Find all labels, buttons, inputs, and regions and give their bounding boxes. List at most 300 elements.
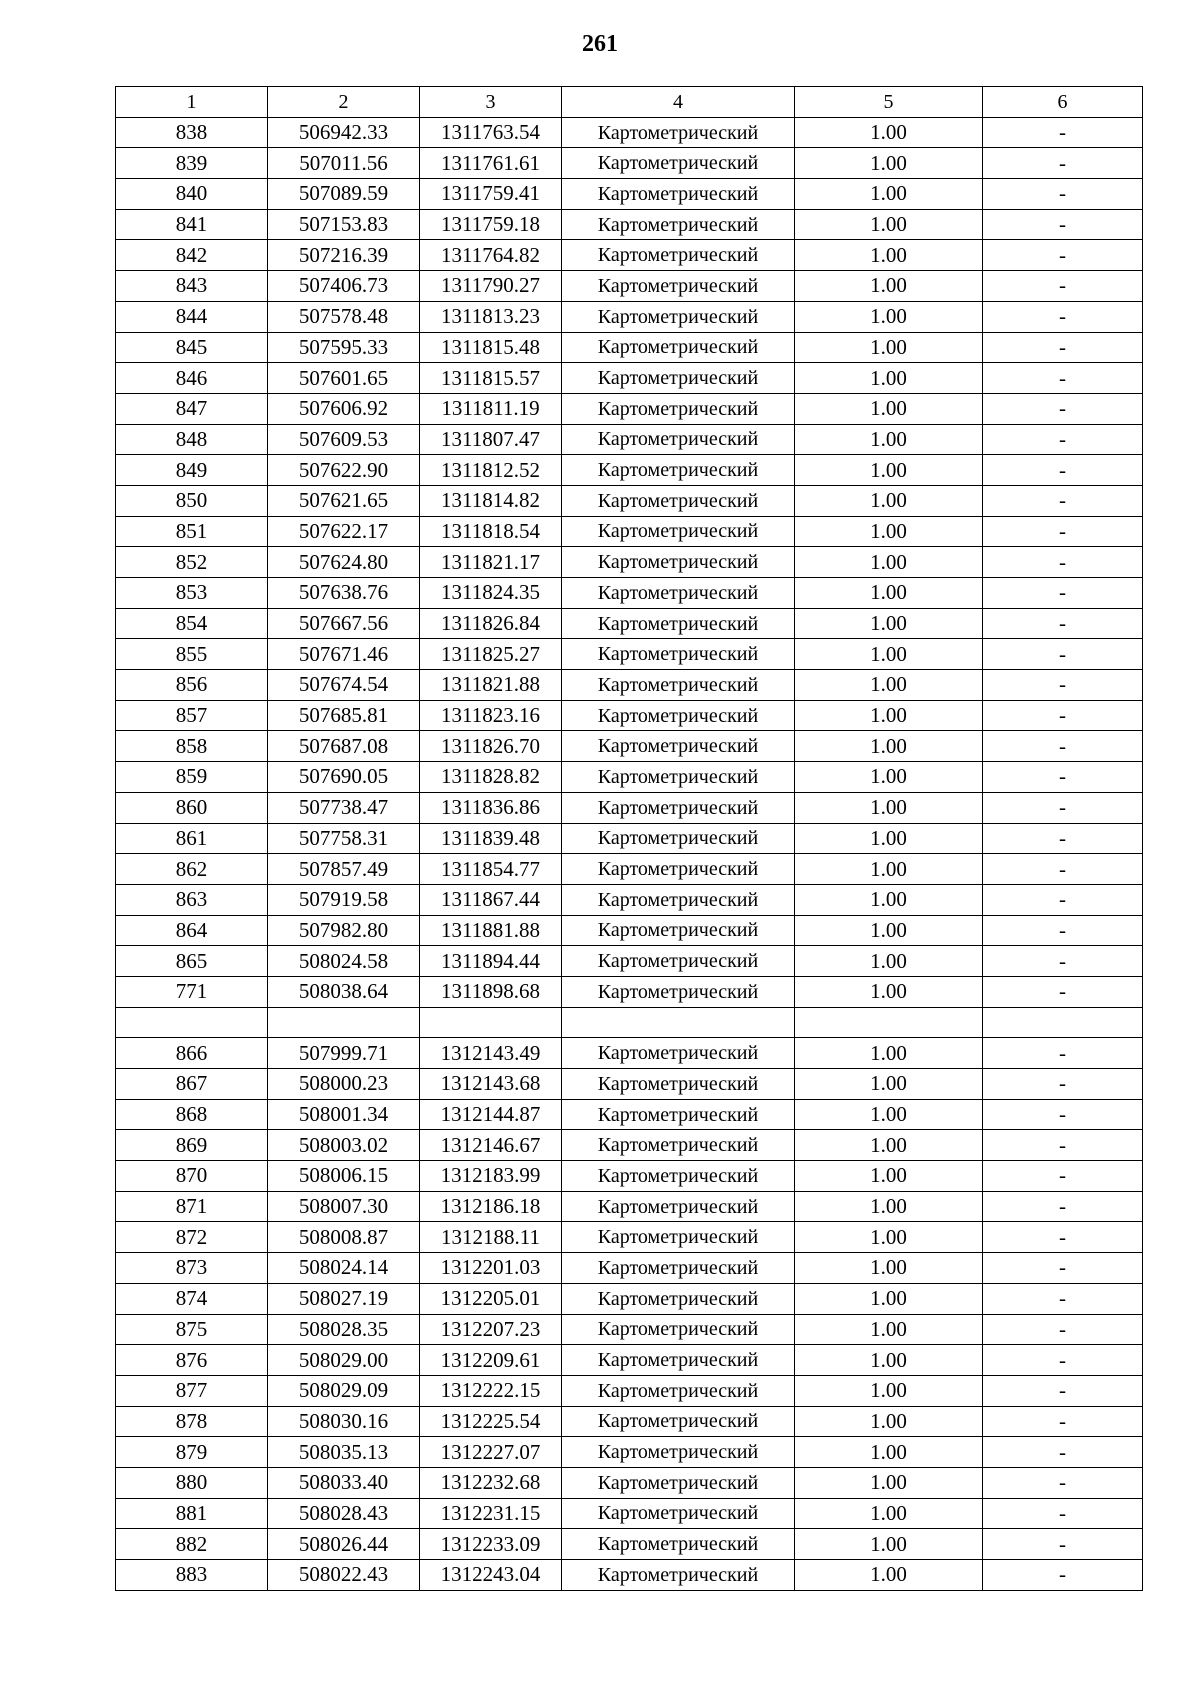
note-cell: - <box>983 1069 1143 1100</box>
table-row <box>116 608 1143 639</box>
note-cell: - <box>983 639 1143 670</box>
accuracy-cell: 1.00 <box>795 1038 983 1069</box>
column-header: 6 <box>983 87 1143 118</box>
accuracy-cell: 1.00 <box>795 1161 983 1192</box>
y-coordinate-cell: 1311898.68 <box>420 976 562 1007</box>
table-header-row <box>116 87 1143 118</box>
accuracy-cell: 1.00 <box>795 1529 983 1560</box>
y-coordinate-cell: 1311867.44 <box>420 884 562 915</box>
point-number-cell: 879 <box>116 1437 268 1468</box>
y-coordinate-cell: 1311828.82 <box>420 762 562 793</box>
x-coordinate-cell: 506942.33 <box>268 117 420 148</box>
x-coordinate-cell: 508024.14 <box>268 1253 420 1284</box>
table-row <box>116 1498 1143 1529</box>
method-cell: Картометрический <box>562 1345 795 1376</box>
x-coordinate-cell: 508007.30 <box>268 1191 420 1222</box>
note-cell: - <box>983 332 1143 363</box>
accuracy-cell: 1.00 <box>795 976 983 1007</box>
table-row <box>116 393 1143 424</box>
accuracy-cell: 1.00 <box>795 1253 983 1284</box>
method-cell: Картометрический <box>562 301 795 332</box>
accuracy-cell: 1.00 <box>795 393 983 424</box>
x-coordinate-cell: 507690.05 <box>268 762 420 793</box>
method-cell: Картометрический <box>562 1222 795 1253</box>
x-coordinate-cell: 507622.90 <box>268 455 420 486</box>
accuracy-cell: 1.00 <box>795 179 983 210</box>
accuracy-cell: 1.00 <box>795 1099 983 1130</box>
point-number-cell: 861 <box>116 823 268 854</box>
point-number-cell: 860 <box>116 792 268 823</box>
note-cell: - <box>983 393 1143 424</box>
y-coordinate-cell: 1311881.88 <box>420 915 562 946</box>
point-number-cell: 841 <box>116 209 268 240</box>
table-row <box>116 1069 1143 1100</box>
note-cell: - <box>983 762 1143 793</box>
table-row <box>116 884 1143 915</box>
note-cell: - <box>983 363 1143 394</box>
point-number-cell: 846 <box>116 363 268 394</box>
y-coordinate-cell: 1311759.18 <box>420 209 562 240</box>
table-row <box>116 271 1143 302</box>
accuracy-cell: 1.00 <box>795 946 983 977</box>
y-coordinate-cell: 1312188.11 <box>420 1222 562 1253</box>
x-coordinate-cell: 508008.87 <box>268 1222 420 1253</box>
note-cell: - <box>983 1375 1143 1406</box>
x-coordinate-cell: 507857.49 <box>268 854 420 885</box>
x-coordinate-cell: 507622.17 <box>268 516 420 547</box>
point-number-cell: 859 <box>116 762 268 793</box>
note-cell: - <box>983 240 1143 271</box>
accuracy-cell: 1.00 <box>795 271 983 302</box>
x-coordinate-cell: 508006.15 <box>268 1161 420 1192</box>
column-header: 5 <box>795 87 983 118</box>
y-coordinate-cell: 1311763.54 <box>420 117 562 148</box>
table-row <box>116 762 1143 793</box>
accuracy-cell: 1.00 <box>795 117 983 148</box>
point-number-cell: 872 <box>116 1222 268 1253</box>
y-coordinate-cell: 1311790.27 <box>420 271 562 302</box>
note-cell: - <box>983 823 1143 854</box>
point-number-cell: 845 <box>116 332 268 363</box>
method-cell: Картометрический <box>562 1283 795 1314</box>
x-coordinate-cell: 507687.08 <box>268 731 420 762</box>
table-row <box>116 1038 1143 1069</box>
accuracy-cell: 1.00 <box>795 1437 983 1468</box>
point-number-cell: 838 <box>116 117 268 148</box>
note-cell: - <box>983 915 1143 946</box>
table-row <box>116 179 1143 210</box>
accuracy-cell: 1.00 <box>795 332 983 363</box>
accuracy-cell: 1.00 <box>795 1191 983 1222</box>
table-row <box>116 1437 1143 1468</box>
point-number-cell: 881 <box>116 1498 268 1529</box>
accuracy-cell: 1.00 <box>795 1560 983 1591</box>
method-cell: Картометрический <box>562 670 795 701</box>
method-cell: Картометрический <box>562 148 795 179</box>
accuracy-cell: 1.00 <box>795 1345 983 1376</box>
method-cell: Картометрический <box>562 271 795 302</box>
table-row <box>116 1099 1143 1130</box>
x-coordinate-cell: 507216.39 <box>268 240 420 271</box>
method-cell: Картометрический <box>562 823 795 854</box>
accuracy-cell: 1.00 <box>795 762 983 793</box>
y-coordinate-cell: 1311894.44 <box>420 946 562 977</box>
y-coordinate-cell: 1311825.27 <box>420 639 562 670</box>
method-cell: Картометрический <box>562 1191 795 1222</box>
y-coordinate-cell: 1311821.17 <box>420 547 562 578</box>
point-number-cell: 852 <box>116 547 268 578</box>
method-cell: Картометрический <box>562 485 795 516</box>
method-cell: Картометрический <box>562 578 795 609</box>
y-coordinate-cell: 1311826.70 <box>420 731 562 762</box>
table-row <box>116 363 1143 394</box>
table-row <box>116 1130 1143 1161</box>
point-number-cell: 875 <box>116 1314 268 1345</box>
accuracy-cell: 1.00 <box>795 455 983 486</box>
method-cell: Картометрический <box>562 1467 795 1498</box>
accuracy-cell: 1.00 <box>795 240 983 271</box>
note-cell: - <box>983 578 1143 609</box>
y-coordinate-cell: 1312222.15 <box>420 1375 562 1406</box>
table-row <box>116 731 1143 762</box>
method-cell: Картометрический <box>562 762 795 793</box>
x-coordinate-cell: 507674.54 <box>268 670 420 701</box>
x-coordinate-cell: 508028.35 <box>268 1314 420 1345</box>
point-number-cell: 866 <box>116 1038 268 1069</box>
y-coordinate-cell: 1312225.54 <box>420 1406 562 1437</box>
y-coordinate-cell: 1311761.61 <box>420 148 562 179</box>
point-number-cell: 878 <box>116 1406 268 1437</box>
accuracy-cell: 1.00 <box>795 1222 983 1253</box>
accuracy-cell: 1.00 <box>795 148 983 179</box>
method-cell: Картометрический <box>562 209 795 240</box>
y-coordinate-cell: 1311814.82 <box>420 485 562 516</box>
y-coordinate-cell: 1312186.18 <box>420 1191 562 1222</box>
point-number-cell: 868 <box>116 1099 268 1130</box>
accuracy-cell: 1.00 <box>795 516 983 547</box>
note-cell: - <box>983 884 1143 915</box>
x-coordinate-cell <box>268 1007 420 1038</box>
accuracy-cell: 1.00 <box>795 301 983 332</box>
table-row <box>116 915 1143 946</box>
method-cell: Картометрический <box>562 1529 795 1560</box>
note-cell: - <box>983 1529 1143 1560</box>
x-coordinate-cell: 508022.43 <box>268 1560 420 1591</box>
note-cell: - <box>983 670 1143 701</box>
note-cell: - <box>983 148 1143 179</box>
x-coordinate-cell: 507011.56 <box>268 148 420 179</box>
note-cell: - <box>983 1038 1143 1069</box>
accuracy-cell: 1.00 <box>795 1467 983 1498</box>
point-number-cell: 874 <box>116 1283 268 1314</box>
y-coordinate-cell: 1311818.54 <box>420 516 562 547</box>
table-row <box>116 1191 1143 1222</box>
method-cell: Картометрический <box>562 731 795 762</box>
accuracy-cell: 1.00 <box>795 670 983 701</box>
point-number-cell: 862 <box>116 854 268 885</box>
method-cell: Картометрический <box>562 393 795 424</box>
point-number-cell: 871 <box>116 1191 268 1222</box>
y-coordinate-cell: 1312143.68 <box>420 1069 562 1100</box>
accuracy-cell: 1.00 <box>795 792 983 823</box>
point-number-cell: 865 <box>116 946 268 977</box>
table-row <box>116 240 1143 271</box>
note-cell: - <box>983 1099 1143 1130</box>
note-cell: - <box>983 731 1143 762</box>
point-number-cell: 877 <box>116 1375 268 1406</box>
method-cell: Картометрический <box>562 1437 795 1468</box>
table-row <box>116 823 1143 854</box>
method-cell: Картометрический <box>562 792 795 823</box>
y-coordinate-cell: 1312232.68 <box>420 1467 562 1498</box>
note-cell: - <box>983 854 1143 885</box>
accuracy-cell: 1.00 <box>795 884 983 915</box>
table-row <box>116 578 1143 609</box>
y-coordinate-cell: 1312209.61 <box>420 1345 562 1376</box>
y-coordinate-cell: 1311826.84 <box>420 608 562 639</box>
x-coordinate-cell: 508029.09 <box>268 1375 420 1406</box>
point-number-cell: 844 <box>116 301 268 332</box>
method-cell: Картометрический <box>562 1253 795 1284</box>
table-row <box>116 1375 1143 1406</box>
x-coordinate-cell: 507667.56 <box>268 608 420 639</box>
note-cell: - <box>983 608 1143 639</box>
y-coordinate-cell: 1312243.04 <box>420 1560 562 1591</box>
x-coordinate-cell: 508028.43 <box>268 1498 420 1529</box>
x-coordinate-cell: 507638.76 <box>268 578 420 609</box>
x-coordinate-cell: 507738.47 <box>268 792 420 823</box>
x-coordinate-cell: 508033.40 <box>268 1467 420 1498</box>
point-number-cell: 839 <box>116 148 268 179</box>
note-cell: - <box>983 455 1143 486</box>
y-coordinate-cell: 1312183.99 <box>420 1161 562 1192</box>
table-row <box>116 1406 1143 1437</box>
method-cell: Картометрический <box>562 179 795 210</box>
x-coordinate-cell: 507982.80 <box>268 915 420 946</box>
x-coordinate-cell: 507578.48 <box>268 301 420 332</box>
table-row <box>116 1560 1143 1591</box>
accuracy-cell: 1.00 <box>795 700 983 731</box>
point-number-cell: 854 <box>116 608 268 639</box>
point-number-cell: 883 <box>116 1560 268 1591</box>
table-body <box>116 117 1143 1590</box>
method-cell: Картометрический <box>562 1161 795 1192</box>
note-cell: - <box>983 209 1143 240</box>
y-coordinate-cell: 1312144.87 <box>420 1099 562 1130</box>
method-cell: Картометрический <box>562 976 795 1007</box>
x-coordinate-cell: 507758.31 <box>268 823 420 854</box>
y-coordinate-cell: 1311811.19 <box>420 393 562 424</box>
method-cell: Картометрический <box>562 1406 795 1437</box>
table-row <box>116 1345 1143 1376</box>
note-cell: - <box>983 700 1143 731</box>
note-cell: - <box>983 792 1143 823</box>
note-cell: - <box>983 946 1143 977</box>
table-row <box>116 455 1143 486</box>
accuracy-cell: 1.00 <box>795 915 983 946</box>
table-row <box>116 1467 1143 1498</box>
column-header: 2 <box>268 87 420 118</box>
x-coordinate-cell: 507601.65 <box>268 363 420 394</box>
method-cell: Картометрический <box>562 1560 795 1591</box>
y-coordinate-cell: 1311815.57 <box>420 363 562 394</box>
x-coordinate-cell: 507624.80 <box>268 547 420 578</box>
point-number-cell: 857 <box>116 700 268 731</box>
x-coordinate-cell: 508038.64 <box>268 976 420 1007</box>
point-number-cell: 853 <box>116 578 268 609</box>
accuracy-cell: 1.00 <box>795 1314 983 1345</box>
point-number-cell: 848 <box>116 424 268 455</box>
note-cell <box>983 1007 1143 1038</box>
x-coordinate-cell: 507621.65 <box>268 485 420 516</box>
table-row <box>116 1314 1143 1345</box>
table-row <box>116 332 1143 363</box>
note-cell: - <box>983 1406 1143 1437</box>
method-cell: Картометрический <box>562 700 795 731</box>
x-coordinate-cell: 508027.19 <box>268 1283 420 1314</box>
table-row <box>116 700 1143 731</box>
point-number-cell: 771 <box>116 976 268 1007</box>
point-number-cell: 855 <box>116 639 268 670</box>
x-coordinate-cell: 508035.13 <box>268 1437 420 1468</box>
note-cell: - <box>983 1161 1143 1192</box>
note-cell: - <box>983 1345 1143 1376</box>
point-number-cell: 864 <box>116 915 268 946</box>
point-number-cell: 849 <box>116 455 268 486</box>
x-coordinate-cell: 508024.58 <box>268 946 420 977</box>
table-row <box>116 639 1143 670</box>
point-number-cell: 867 <box>116 1069 268 1100</box>
table-row <box>116 854 1143 885</box>
note-cell: - <box>983 485 1143 516</box>
note-cell: - <box>983 547 1143 578</box>
method-cell: Картометрический <box>562 332 795 363</box>
table-row <box>116 670 1143 701</box>
table-row <box>116 547 1143 578</box>
note-cell: - <box>983 301 1143 332</box>
point-number-cell: 863 <box>116 884 268 915</box>
x-coordinate-cell: 507153.83 <box>268 209 420 240</box>
method-cell: Картометрический <box>562 1314 795 1345</box>
point-number-cell: 856 <box>116 670 268 701</box>
method-cell: Картометрический <box>562 1130 795 1161</box>
point-number-cell: 873 <box>116 1253 268 1284</box>
y-coordinate-cell: 1311824.35 <box>420 578 562 609</box>
table-row <box>116 976 1143 1007</box>
point-number-cell: 870 <box>116 1161 268 1192</box>
note-cell: - <box>983 1130 1143 1161</box>
table-row <box>116 485 1143 516</box>
method-cell: Картометрический <box>562 639 795 670</box>
method-cell: Картометрический <box>562 117 795 148</box>
accuracy-cell: 1.00 <box>795 1498 983 1529</box>
accuracy-cell: 1.00 <box>795 1375 983 1406</box>
y-coordinate-cell: 1311813.23 <box>420 301 562 332</box>
y-coordinate-cell <box>420 1007 562 1038</box>
x-coordinate-cell: 507595.33 <box>268 332 420 363</box>
note-cell: - <box>983 1437 1143 1468</box>
y-coordinate-cell: 1312205.01 <box>420 1283 562 1314</box>
table-row <box>116 301 1143 332</box>
note-cell: - <box>983 1222 1143 1253</box>
method-cell: Картометрический <box>562 547 795 578</box>
table-row <box>116 1529 1143 1560</box>
method-cell: Картометрический <box>562 915 795 946</box>
note-cell: - <box>983 1314 1143 1345</box>
point-number-cell: 851 <box>116 516 268 547</box>
note-cell: - <box>983 1498 1143 1529</box>
column-header: 4 <box>562 87 795 118</box>
note-cell: - <box>983 1560 1143 1591</box>
point-number-cell <box>116 1007 268 1038</box>
point-number-cell: 842 <box>116 240 268 271</box>
note-cell: - <box>983 1467 1143 1498</box>
method-cell: Картометрический <box>562 363 795 394</box>
x-coordinate-cell: 507685.81 <box>268 700 420 731</box>
note-cell: - <box>983 1253 1143 1284</box>
y-coordinate-cell: 1312233.09 <box>420 1529 562 1560</box>
accuracy-cell: 1.00 <box>795 578 983 609</box>
y-coordinate-cell: 1312143.49 <box>420 1038 562 1069</box>
note-cell: - <box>983 179 1143 210</box>
x-coordinate-cell: 508029.00 <box>268 1345 420 1376</box>
method-cell: Картометрический <box>562 1069 795 1100</box>
method-cell: Картометрический <box>562 455 795 486</box>
table-row <box>116 209 1143 240</box>
y-coordinate-cell: 1311807.47 <box>420 424 562 455</box>
table-row <box>116 1007 1143 1038</box>
method-cell <box>562 1007 795 1038</box>
accuracy-cell: 1.00 <box>795 731 983 762</box>
table-row <box>116 1283 1143 1314</box>
table-row <box>116 946 1143 977</box>
accuracy-cell: 1.00 <box>795 209 983 240</box>
x-coordinate-cell: 507606.92 <box>268 393 420 424</box>
y-coordinate-cell: 1311764.82 <box>420 240 562 271</box>
note-cell: - <box>983 271 1143 302</box>
x-coordinate-cell: 507919.58 <box>268 884 420 915</box>
accuracy-cell: 1.00 <box>795 1283 983 1314</box>
point-number-cell: 869 <box>116 1130 268 1161</box>
y-coordinate-cell: 1311823.16 <box>420 700 562 731</box>
column-header: 1 <box>116 87 268 118</box>
point-number-cell: 882 <box>116 1529 268 1560</box>
method-cell: Картометрический <box>562 240 795 271</box>
accuracy-cell: 1.00 <box>795 823 983 854</box>
x-coordinate-cell: 507671.46 <box>268 639 420 670</box>
note-cell: - <box>983 117 1143 148</box>
accuracy-cell: 1.00 <box>795 608 983 639</box>
accuracy-cell: 1.00 <box>795 363 983 394</box>
x-coordinate-cell: 507609.53 <box>268 424 420 455</box>
method-cell: Картометрический <box>562 1038 795 1069</box>
table-row <box>116 424 1143 455</box>
accuracy-cell: 1.00 <box>795 1406 983 1437</box>
y-coordinate-cell: 1312146.67 <box>420 1130 562 1161</box>
accuracy-cell: 1.00 <box>795 485 983 516</box>
method-cell: Картометрический <box>562 884 795 915</box>
x-coordinate-cell: 508030.16 <box>268 1406 420 1437</box>
point-number-cell: 847 <box>116 393 268 424</box>
method-cell: Картометрический <box>562 1099 795 1130</box>
method-cell: Картометрический <box>562 608 795 639</box>
method-cell: Картометрический <box>562 1498 795 1529</box>
table-row <box>116 1253 1143 1284</box>
table-row <box>116 148 1143 179</box>
point-number-cell: 843 <box>116 271 268 302</box>
table-row <box>116 1222 1143 1253</box>
y-coordinate-cell: 1311836.86 <box>420 792 562 823</box>
